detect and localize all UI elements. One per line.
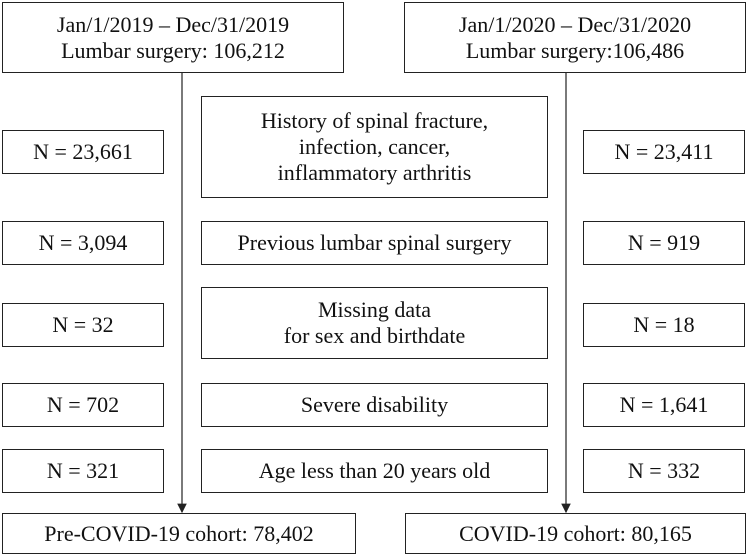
right-source-box (404, 2, 746, 73)
exclusion-criterion: History of spinal fracture, infection, cancer, inflammatory arthritis (201, 96, 548, 198)
right-exclusion-count: N = 919 (583, 221, 745, 265)
exclusion-criterion: Age less than 20 years old (201, 449, 548, 493)
left-period: Jan/1/2019 – Dec/31/2019 (56, 11, 290, 37)
right-final-cohort-box: COVID-19 cohort: 80,165 (405, 513, 746, 554)
left-final-cohort-box: Pre-COVID-19 cohort: 78,402 (2, 513, 356, 554)
right-period: Jan/1/2020 – Dec/31/2020 (458, 11, 692, 37)
left-exclusion-count: N = 23,661 (2, 130, 164, 174)
left-source-box (2, 2, 344, 73)
exclusion-criterion: Severe disability (201, 383, 548, 427)
right-exclusion-count: N = 23,411 (583, 130, 745, 174)
right-surgery-count: Lumbar surgery:106,486 (465, 37, 685, 63)
right-exclusion-count: N = 18 (583, 303, 745, 347)
left-exclusion-count: N = 3,094 (2, 221, 164, 265)
left-exclusion-count: N = 32 (2, 303, 164, 347)
exclusion-criterion: Previous lumbar spinal surgery (201, 221, 548, 265)
right-exclusion-count: N = 1,641 (583, 383, 745, 427)
exclusion-criterion: Missing data for sex and birthdate (201, 287, 548, 359)
left-exclusion-count: N = 321 (2, 449, 164, 493)
right-exclusion-count: N = 332 (583, 449, 745, 493)
left-surgery-count: Lumbar surgery: 106,212 (61, 37, 285, 63)
left-exclusion-count: N = 702 (2, 383, 164, 427)
